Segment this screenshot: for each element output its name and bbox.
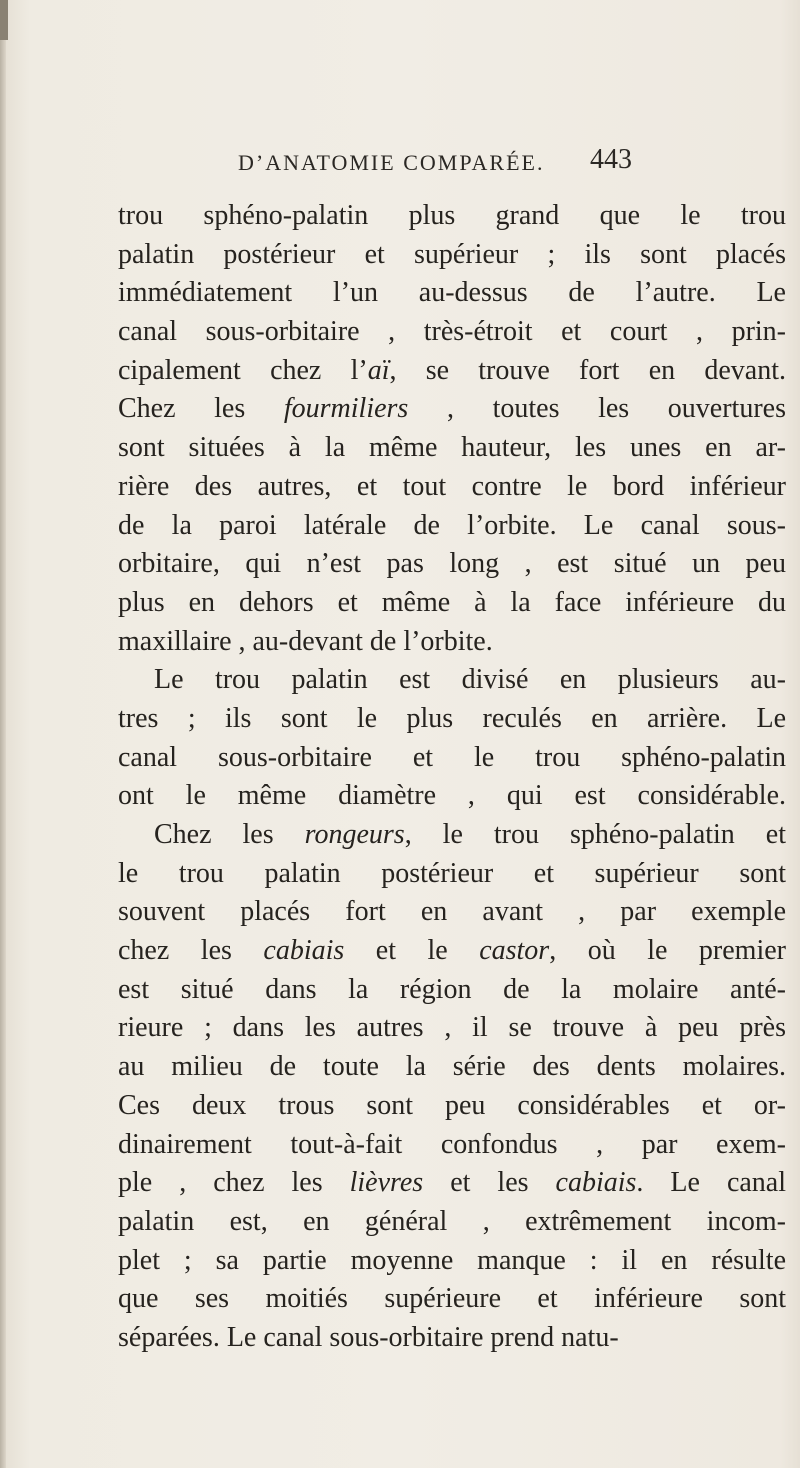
text-line <box>118 1126 786 1165</box>
text-line <box>118 1164 786 1203</box>
italic-term: rongeurs <box>304 819 405 850</box>
text-segment: maxillaire , au-devant de l’orbite. <box>118 625 493 657</box>
text-line <box>118 274 786 313</box>
text-segment: Chez les <box>154 819 305 850</box>
text-segment: plus en dehors et même à la face inférieure du <box>118 586 786 618</box>
text-segment: plet ; sa partie moyenne manque : il en résulte <box>118 1244 786 1276</box>
italic-term: cabiais <box>555 1167 637 1199</box>
text-segment: de la paroi latérale de l’orbite. Le canal sous- <box>118 509 786 541</box>
text-segment: que ses moitiés supérieure et inférieure sont <box>118 1283 786 1315</box>
text-line <box>118 855 786 894</box>
text-line <box>118 1087 786 1126</box>
text-segment: , le trou sphéno-palatin et <box>404 819 786 850</box>
text-segment: est situé dans la région de la molaire anté- <box>118 973 786 1005</box>
text-segment: immédiatement l’un au-dessus de l’autre. Le <box>118 277 786 309</box>
page-header <box>0 144 800 190</box>
text-segment: le trou palatin postérieur et supérieur sont <box>118 857 786 889</box>
text-segment: et le <box>344 935 480 967</box>
page-edge <box>0 0 6 1468</box>
text-line <box>118 313 786 352</box>
text-segment: ont le même diamètre , qui est considérable. <box>118 780 786 812</box>
text-line <box>118 1280 786 1319</box>
text-segment: séparées. Le canal sous-orbitaire prend natu- <box>118 1321 619 1353</box>
text-segment: rieure ; dans les autres , il se trouve à peu près <box>118 1012 786 1044</box>
text-line <box>118 777 786 816</box>
text-segment: et les <box>423 1167 556 1199</box>
text-segment: , toutes les ouvertures <box>408 393 786 425</box>
text-segment: dinairement tout-à-fait confondus , par exem- <box>118 1128 786 1160</box>
text-line <box>118 236 786 275</box>
text-segment: souvent placés fort en avant , par exemple <box>118 896 786 928</box>
text-segment: sont situées à la même hauteur, les unes en ar- <box>118 432 786 464</box>
italic-term: fourmiliers <box>283 393 409 425</box>
text-line <box>118 893 786 932</box>
text-segment: trou sphéno-palatin plus grand que le trou <box>118 200 786 231</box>
text-segment: chez les <box>118 935 264 967</box>
text-line <box>118 700 786 739</box>
text-line <box>118 1203 786 1242</box>
text-segment: Chez les <box>118 393 284 425</box>
text-line <box>118 623 786 662</box>
text-line <box>118 932 786 971</box>
text-segment: palatin postérieur et supérieur ; ils sont placés <box>118 238 786 270</box>
italic-term: lièvres <box>349 1167 424 1199</box>
text-segment: , où le premier <box>549 935 786 967</box>
text-segment: au milieu de toute la série des dents molaires. <box>118 1051 786 1083</box>
text-line <box>118 661 786 700</box>
text-segment: Le trou palatin est divisé en plusieurs au- <box>154 664 786 696</box>
text-line <box>118 507 786 546</box>
text-line <box>118 971 786 1010</box>
text-line <box>118 584 786 623</box>
text-segment: orbitaire, qui n’est pas long , est situé un peu <box>118 548 786 580</box>
text-line <box>118 816 786 855</box>
body-text <box>118 197 786 1358</box>
text-line <box>118 1009 786 1048</box>
text-segment: rière des autres, et tout contre le bord inférieur <box>118 470 786 502</box>
text-line <box>118 429 786 468</box>
text-segment: tres ; ils sont le plus reculés en arrière. Le <box>118 702 786 734</box>
text-segment: , se trouve fort en devant. <box>389 354 786 386</box>
text-line <box>118 1242 786 1281</box>
text-segment: palatin est, en général , extrêmement incom- <box>118 1205 786 1237</box>
text-line <box>118 352 786 391</box>
binding-mark <box>0 0 8 40</box>
text-segment: ple , chez les <box>118 1167 350 1199</box>
text-line <box>118 1319 786 1358</box>
page-number: 443 <box>590 144 632 175</box>
text-line <box>118 545 786 584</box>
text-segment: Ces deux trous sont peu considérables et or- <box>118 1089 786 1121</box>
text-line <box>118 390 786 429</box>
italic-term: cabiais <box>263 935 345 967</box>
running-head: D’ANATOMIE COMPARÉE. <box>238 150 545 175</box>
text-segment: canal sous-orbitaire et le trou sphéno-palatin <box>118 741 786 773</box>
text-line <box>118 197 786 236</box>
italic-term: castor <box>479 935 550 967</box>
text-segment: cipalement chez l’ <box>118 354 368 386</box>
text-line <box>118 1048 786 1087</box>
italic-term: aï <box>367 354 390 386</box>
text-segment: canal sous-orbitaire , très-étroit et court , prin- <box>118 316 786 348</box>
text-line <box>118 468 786 507</box>
text-segment: . Le canal <box>636 1167 786 1199</box>
text-line <box>118 739 786 778</box>
